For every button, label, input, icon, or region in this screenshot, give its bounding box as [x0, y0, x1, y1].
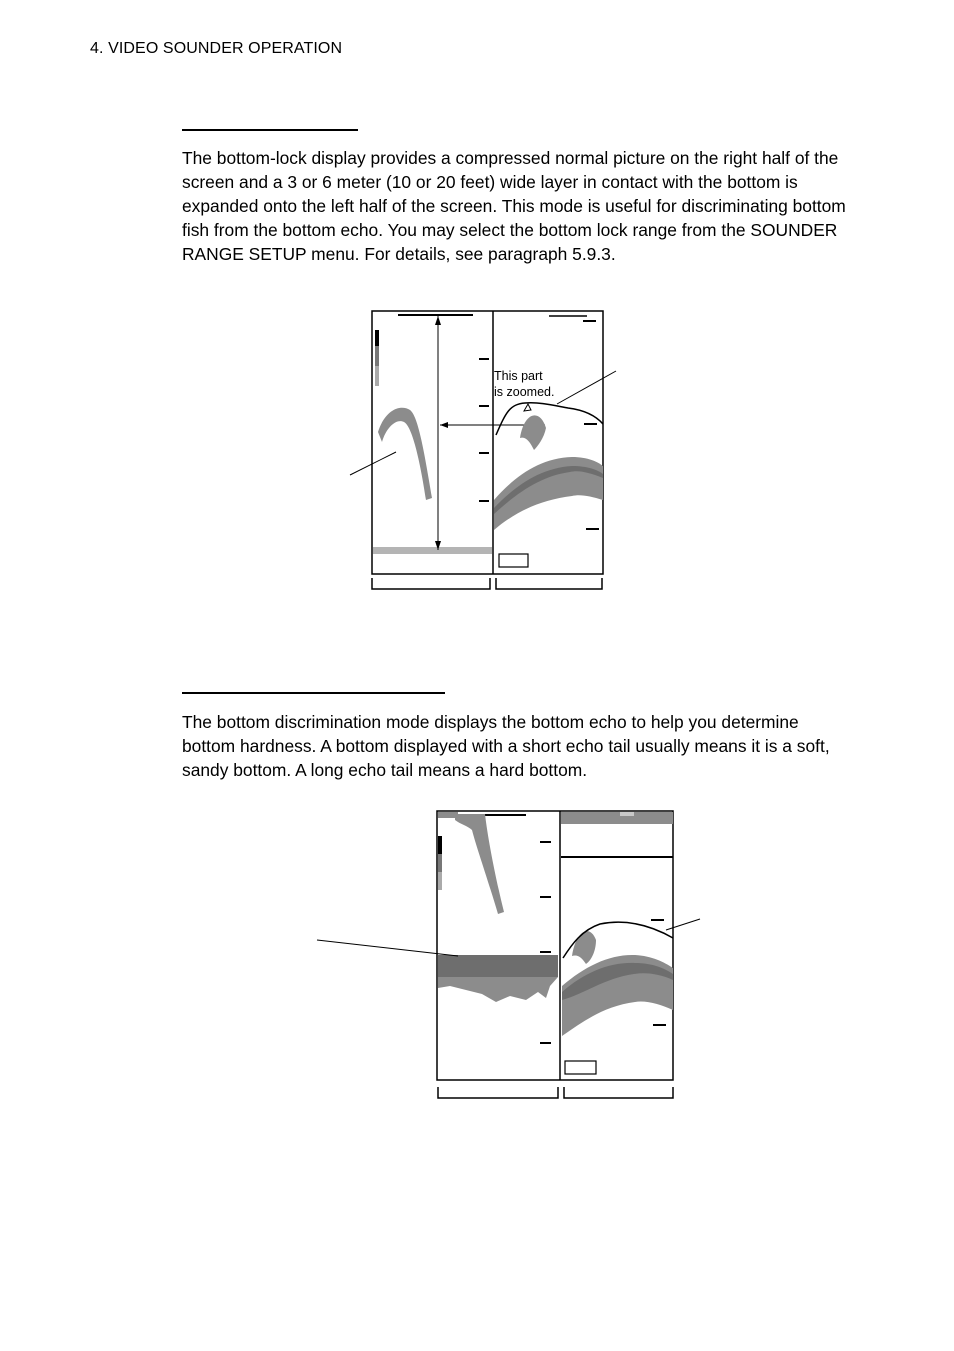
- range-box: [499, 554, 528, 567]
- section-heading-rule-bottom-lock: [182, 129, 358, 131]
- running-header: 4. VIDEO SOUNDER OPERATION: [90, 40, 343, 57]
- section-heading-rule-bottom-discrimination: [182, 692, 445, 694]
- bottom-echo-tail: [438, 977, 558, 1002]
- left-scale-ticks: [479, 359, 489, 548]
- color-bar: [438, 836, 442, 854]
- fish-echo-normal: [572, 931, 596, 964]
- bottom-discrimination-paragraph: The bottom discrimination mode displays the bottom echo to help you determine bottom hardness. A bottom displayed with a short echo tail usually means it is a soft, sandy bottom. A long echo tail means a hard bottom.: [182, 712, 830, 780]
- zoom-label-line1: This part: [494, 369, 543, 383]
- left-scale-ticks: [540, 842, 551, 1043]
- zoom-bottom-line: [373, 547, 492, 554]
- color-bar: [375, 330, 379, 346]
- screen-frame: [437, 811, 673, 1080]
- echo-tail-upper: [455, 814, 504, 914]
- fish-echo-zoomed: [378, 408, 432, 500]
- bottom-discrimination-figure: [300, 800, 720, 1110]
- screen-frame: [372, 311, 603, 574]
- bottom-lock-paragraph: The bottom-lock display provides a compressed normal picture on the right half of the screen and a 3 or 6 meter (10 or 20 feet) wide layer in contact with the bottom is expanded onto the left half of the screen. This mode is useful for discriminating bottom fish from the bottom echo. You may select the bottom lock range from the SOUNDER RANGE SETUP menu. For details, see paragraph 5.9.3.: [182, 148, 846, 264]
- discrimination-bottom-band: [438, 955, 558, 977]
- fish-echo-normal: [520, 415, 546, 450]
- width-brackets: [372, 578, 602, 589]
- range-box: [565, 1061, 596, 1074]
- bottom-lock-figure: [340, 300, 640, 600]
- zoom-label-line2: is zoomed.: [494, 385, 555, 399]
- width-brackets: [438, 1087, 673, 1098]
- zoom-region-curve: [496, 403, 603, 435]
